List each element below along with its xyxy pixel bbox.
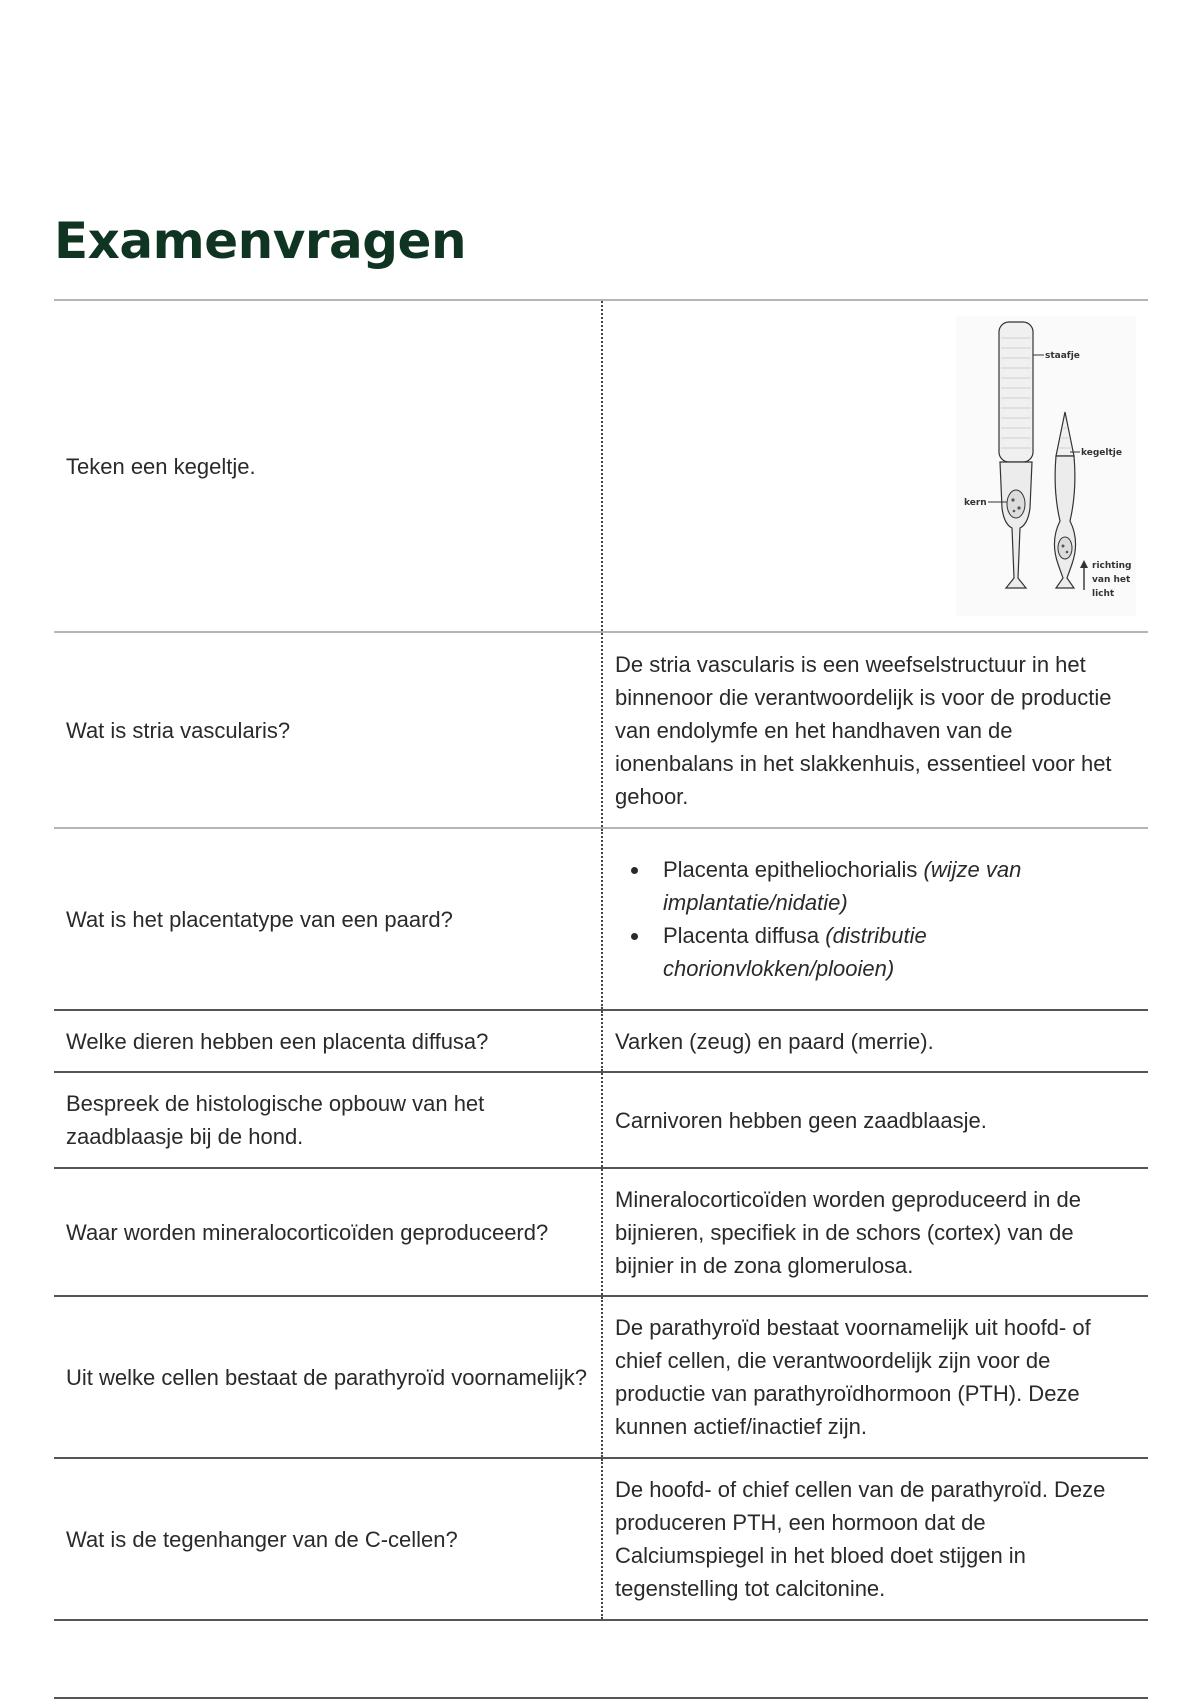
answer-cell	[602, 300, 1148, 632]
table-row	[54, 300, 1148, 632]
answer-cell: De stria vascularis is een weefselstructuur in het binnenoor die verantwoordelijk is voor de productie van endolymfe en het handhaven van de ionenbalans in het slakkenhuis, essentieel voor het gehoor.	[615, 651, 1112, 809]
bullet-note: (distributie chorionvlokken/plooien)	[663, 923, 927, 981]
question-cell: Wat is het placentatype van een paard?	[54, 828, 602, 1010]
question-cell: Bespreek de histologische opbouw van het zaadblaasje bij de hond.	[54, 1072, 602, 1168]
page-bottom-divider	[54, 1697, 1148, 1699]
rod-cone-drawing	[956, 316, 1136, 616]
answer-cell	[602, 828, 1148, 1010]
label-kegeltje: kegeltje	[1081, 448, 1122, 458]
question-cell: Wat is stria vascularis?	[54, 632, 602, 828]
exam-questions-table	[54, 299, 1148, 1621]
cone-nucleus	[1058, 537, 1072, 559]
table-row	[54, 828, 1148, 1010]
bullet-text: Placenta epitheliochorialis	[663, 857, 924, 882]
answer-cell: Carnivoren hebben geen zaadblaasje.	[615, 1107, 987, 1133]
answer-cell: Mineralocorticoïden worden geproduceerd in de bijnieren, specifiek in de schors (cortex) van de bijnier in de zona glomerulosa.	[615, 1186, 1081, 1278]
table-row	[54, 1458, 1148, 1620]
figure-background	[956, 316, 1136, 616]
table-row	[54, 1072, 1148, 1168]
table-row	[54, 632, 1148, 828]
table-row	[54, 1010, 1148, 1072]
question-cell: Uit welke cellen bestaat de parathyroïd voornamelijk?	[54, 1296, 602, 1458]
table-row	[54, 1296, 1148, 1458]
rod-nucleus	[1007, 490, 1025, 518]
answer-cell: Varken (zeug) en paard (merrie).	[615, 1028, 934, 1054]
bullet-text: Placenta diffusa	[663, 923, 826, 948]
label-richting-line-1: richting	[1092, 561, 1132, 571]
question-cell: Wat is de tegenhanger van de C-cellen?	[54, 1458, 602, 1620]
question-cell: Teken een kegeltje.	[54, 300, 602, 632]
question-cell: Waar worden mineralocorticoïden geproduceerd?	[54, 1168, 602, 1296]
page-title: Examenvragen	[54, 212, 467, 270]
label-richting-line-3: licht	[1092, 589, 1115, 599]
label-staafje: staafje	[1045, 351, 1080, 361]
label-richting-line-2: van het	[1092, 575, 1131, 585]
list-item	[651, 919, 1136, 985]
question-cell: Welke dieren hebben een placenta diffusa?	[54, 1010, 602, 1072]
placenta-type-list	[615, 853, 1136, 985]
answer-cell: De parathyroïd bestaat voornamelijk uit hoofd- of chief cellen, die verantwoordelijk zijn voor de productie van parathyroïdhormoon (PTH). Deze kunnen actief/inactief zijn.	[615, 1315, 1091, 1439]
table-row	[54, 1168, 1148, 1296]
answer-cell: De hoofd- of chief cellen van de parathyroïd. Deze produceren PTH, een hormoon dat de Calciumspiegel in het bloed doet stijgen in tegenstelling tot calcitonine.	[615, 1477, 1106, 1601]
bullet-note: (wijze van implantatie/nidatie)	[663, 857, 1022, 915]
rod-outer-segment	[999, 322, 1033, 462]
list-item	[651, 853, 1136, 919]
label-kern: kern	[964, 498, 987, 508]
